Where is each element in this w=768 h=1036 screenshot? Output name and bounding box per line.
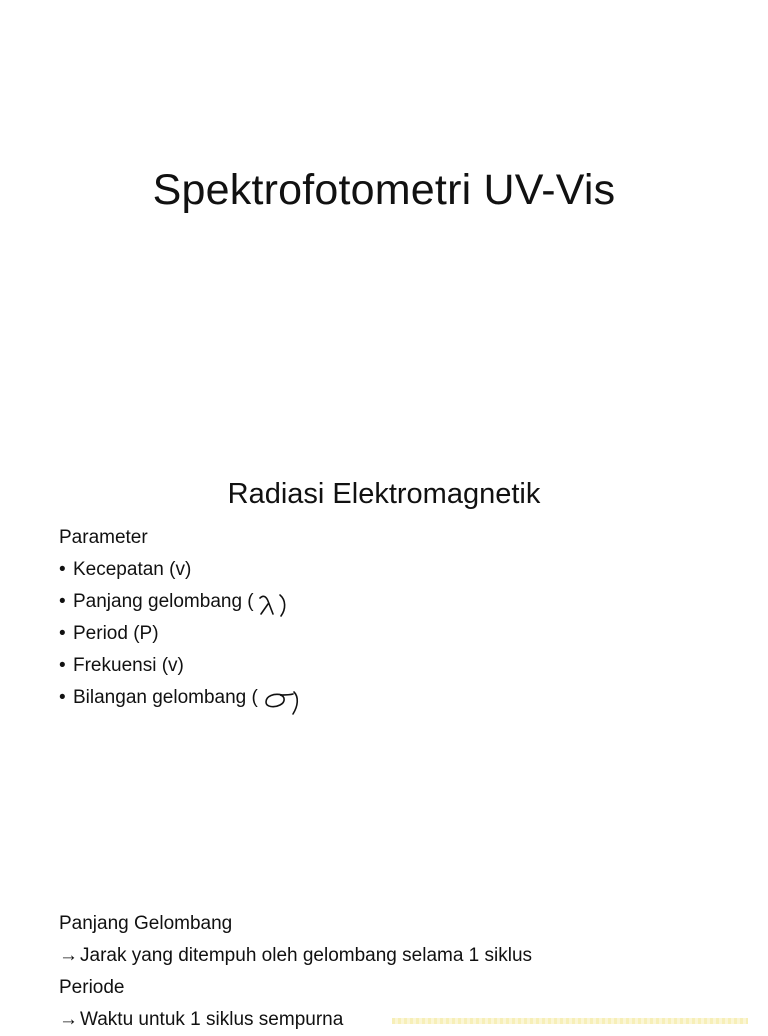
bullet-icon: • [59, 623, 66, 644]
slide-title-page [0, 0, 768, 384]
list-item [59, 558, 300, 590]
lambda-handwritten-icon [256, 590, 292, 618]
definition-text-label: Jarak yang ditempuh oleh gelombang selama 1 siklus [80, 945, 533, 966]
definition-text [59, 940, 532, 972]
bullet-icon: • [59, 559, 66, 580]
highlight-strip [392, 1018, 748, 1024]
slide-heading: Radiasi Elektromagnetik [227, 478, 541, 510]
list-item-label: Frekuensi (v) [73, 655, 184, 676]
slide-title: Spektrofotometri UV-Vis [152, 166, 616, 214]
definition-term: Panjang Gelombang [59, 913, 233, 934]
bullet-icon: • [59, 591, 66, 612]
bullet-icon: • [59, 655, 66, 676]
list-item [59, 654, 300, 686]
arrow-right-icon: → [59, 1009, 78, 1030]
list-item-label: Panjang gelombang ( [73, 591, 254, 612]
list-item [59, 686, 300, 718]
list-item-label: Bilangan gelombang ( [73, 687, 258, 708]
sigma-handwritten-icon [260, 686, 300, 716]
slide-definitions [0, 884, 768, 1030]
arrow-right-icon: → [59, 945, 78, 966]
list-item-label: Period (P) [73, 623, 159, 644]
definition-block [59, 908, 532, 1036]
list-item-label: Kecepatan (v) [73, 559, 192, 580]
parameter-heading: Parameter [59, 527, 148, 548]
definition-term: Periode [59, 977, 125, 998]
bullet-icon: • [59, 687, 66, 708]
parameter-list [59, 558, 300, 718]
list-item [59, 622, 300, 654]
list-item [59, 590, 300, 622]
slide-radiation-parameters [0, 384, 768, 884]
definition-text-label: Waktu untuk 1 siklus sempurna [80, 1009, 344, 1030]
